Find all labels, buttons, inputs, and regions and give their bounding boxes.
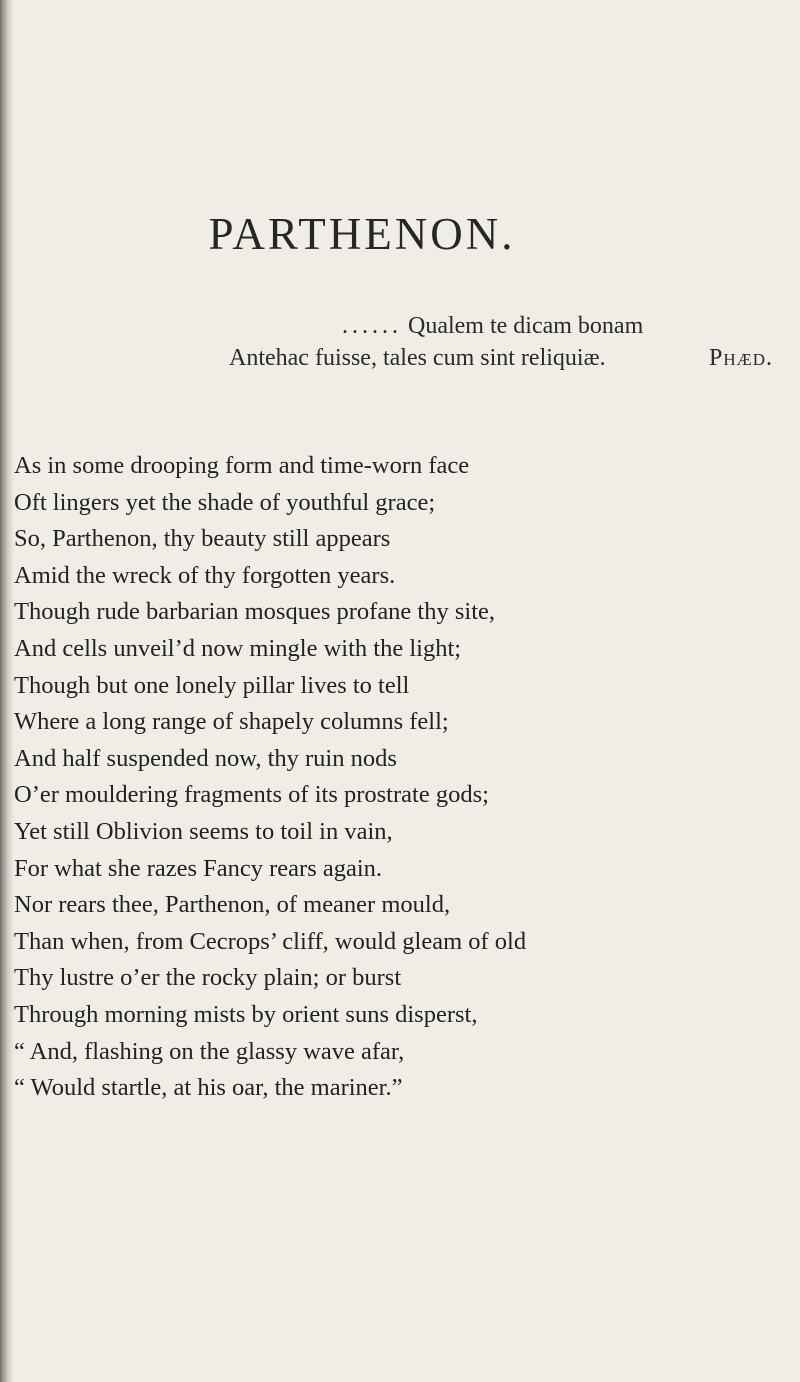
poem-line: “ And, flashing on the glassy wave afar, — [14, 1037, 405, 1065]
epigraph-line-1 — [342, 310, 643, 342]
poem-line: For what she razes Fancy rears again. — [14, 854, 383, 882]
binding-gutter-shadow — [0, 0, 14, 1382]
poem-body — [14, 448, 794, 1107]
poem-line: Than when, from Cecrops’ cliff, would gleam of old — [14, 927, 527, 955]
poem-line: Oft lingers yet the shade of youthful grace; — [14, 488, 436, 516]
poem-line: So, Parthenon, thy beauty still appears — [14, 525, 391, 553]
poem-line: Amid the wreck of thy forgotten years. — [14, 561, 396, 589]
poem-line: “ Would startle, at his oar, the mariner.” — [14, 1074, 403, 1102]
epigraph-ellipsis: ...... — [342, 313, 402, 339]
poem-line: Yet still Oblivion seems to toil in vain, — [14, 817, 393, 845]
epigraph — [0, 310, 800, 380]
poem-line: Nor rears thee, Parthenon, of meaner mould, — [14, 891, 451, 919]
poem-line: And cells unveil’d now mingle with the light; — [14, 634, 462, 662]
poem-line: Thy lustre o’er the rocky plain; or burst — [14, 964, 402, 992]
poem-line: Through morning mists by orient suns disperst, — [14, 1000, 478, 1028]
poem-line: Though but one lonely pillar lives to tell — [14, 671, 410, 699]
epigraph-attribution: Phæd. — [709, 345, 774, 371]
page-title: PARTHENON. — [208, 209, 516, 259]
poem-line: Where a long range of shapely columns fell; — [14, 708, 449, 736]
poem-line: Though rude barbarian mosques profane thy site, — [14, 598, 496, 626]
poem-line: O’er mouldering fragments of its prostrate gods; — [14, 781, 489, 809]
poem-line: And half suspended now, thy ruin nods — [14, 744, 397, 772]
epigraph-line-1-text: Qualem te dicam bonam — [408, 313, 644, 339]
poem-line: As in some drooping form and time-worn face — [14, 452, 470, 479]
epigraph-line-2: Antehac fuisse, tales cum sint reliquiæ. — [229, 345, 606, 371]
